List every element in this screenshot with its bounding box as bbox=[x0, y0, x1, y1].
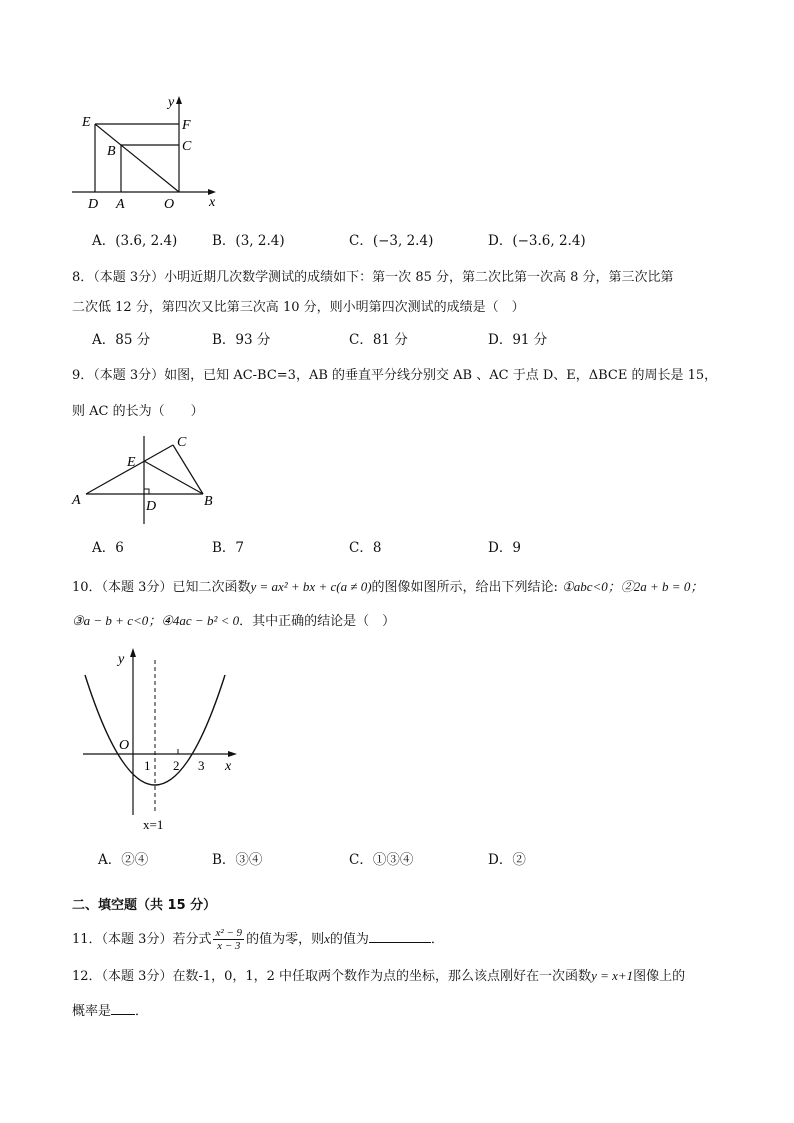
q8-option-b: B．93 分 bbox=[212, 332, 271, 348]
q10-line1: 10．（本题 3分）已知二次函数y = ax² + bx + c(a ≠ 0)的图像如图所示，给出下列结论: ①abc<0；②2a + b = 0； bbox=[72, 579, 704, 595]
label-A: A bbox=[116, 197, 125, 212]
q11-answer-blank[interactable] bbox=[369, 928, 431, 943]
q9-option-b: B．7 bbox=[212, 540, 245, 556]
label-B: B bbox=[107, 144, 116, 159]
label-C: C bbox=[182, 139, 192, 154]
q10-conclusion-1: ①abc<0； bbox=[562, 579, 621, 594]
q10-conclusion-4: ④4ac − b² < 0 bbox=[161, 613, 240, 628]
q9-line2: 则 AC 的长为（ ） bbox=[72, 404, 204, 419]
axis-label: x=1 bbox=[143, 817, 164, 832]
q11-numerator: x² − 9 bbox=[215, 927, 243, 939]
q11-fraction bbox=[213, 927, 244, 952]
q9-option-d: D．9 bbox=[488, 540, 521, 556]
q10-option-c: C．①③④ bbox=[349, 852, 414, 868]
q8-line1: 8．（本题 3分）小明近期几次数学测试的成绩如下：第一次 85 分，第二次比第一次高 8 分，第三次比第 bbox=[72, 270, 674, 285]
q12-line1: 12．（本题 3分）在数-1，0，1，2 中任取两个数作为点的坐标，那么该点刚好在一次函数y = x+1图像上的 bbox=[72, 968, 686, 984]
label-D: D bbox=[146, 499, 157, 514]
q11-denominator: x − 3 bbox=[217, 940, 241, 952]
q9-figure bbox=[68, 428, 228, 528]
label-x: x bbox=[225, 759, 232, 774]
q7-option-b: B．(3, 2.4) bbox=[212, 233, 285, 249]
q8-option-c: C．81 分 bbox=[349, 332, 408, 348]
q7-option-c: C．(−3, 2.4) bbox=[349, 233, 434, 249]
q12-answer-blank[interactable] bbox=[111, 1000, 135, 1015]
q7-option-d: D．(−3.6, 2.4) bbox=[488, 233, 586, 249]
q10-option-a: A．②④ bbox=[98, 852, 149, 868]
q10-option-d: D．② bbox=[488, 852, 526, 868]
q9-line1: 9．（本题 3分）如图，已知 AC-BC=3，AB 的垂直平分线分别交 AB 、AC 于点 D、E，ΔBCE 的周长是 15， bbox=[72, 368, 718, 383]
q10-function: y = ax² + bx + c(a ≠ 0) bbox=[250, 579, 372, 594]
label-E: E bbox=[127, 455, 136, 470]
q8-option-a: A．85 分 bbox=[92, 332, 151, 348]
label-D: D bbox=[88, 197, 99, 212]
label-y: y bbox=[118, 652, 125, 667]
label-y: y bbox=[168, 95, 175, 110]
y-axis-arrow bbox=[130, 648, 136, 657]
q10-figure bbox=[75, 645, 245, 837]
q7-option-a: A．(3.6, 2.4) bbox=[92, 233, 178, 249]
q9-option-c: C．8 bbox=[349, 540, 382, 556]
q11: 11．（本题 3分）若分式 $\frac{\text{x² − 9}}{x - 3}$ 的值为零，则x的值为 ． bbox=[72, 927, 444, 952]
x-axis-arrow bbox=[228, 751, 237, 757]
q10-conclusion-2: ②2a + b = 0； bbox=[620, 579, 704, 594]
q10-conclusion-3: ③a − b + c<0； bbox=[72, 613, 162, 628]
label-B: B bbox=[204, 494, 213, 509]
label-E: E bbox=[82, 115, 91, 130]
q12-function: y = x+1 bbox=[591, 968, 634, 983]
label-x: x bbox=[209, 195, 216, 210]
tick-1: 1 bbox=[144, 758, 151, 773]
label-A: A bbox=[72, 493, 81, 508]
q8-option-d: D．91 分 bbox=[488, 332, 548, 348]
q12-line2: 概率是 ． bbox=[72, 1000, 148, 1022]
label-O: O bbox=[164, 197, 175, 212]
label-C: C bbox=[177, 435, 187, 450]
y-axis-arrow bbox=[176, 96, 182, 104]
q7-figure bbox=[72, 92, 232, 217]
tick-2: 2 bbox=[173, 758, 180, 773]
q10-option-b: B．③④ bbox=[212, 852, 263, 868]
q10-line2: ③a − b + c<0；④4ac − b² < 0．其中正确的结论是（ ） bbox=[72, 613, 396, 629]
q9-option-a: A．6 bbox=[92, 540, 124, 556]
label-O: O bbox=[119, 738, 130, 753]
tick-3: 3 bbox=[198, 758, 205, 773]
q8-line2: 二次低 12 分，第四次又比第三次高 10 分，则小明第四次测试的成绩是（ ） bbox=[72, 300, 525, 315]
section-title: 二、填空题（共 15 分） bbox=[72, 898, 217, 913]
label-F: F bbox=[182, 118, 191, 133]
